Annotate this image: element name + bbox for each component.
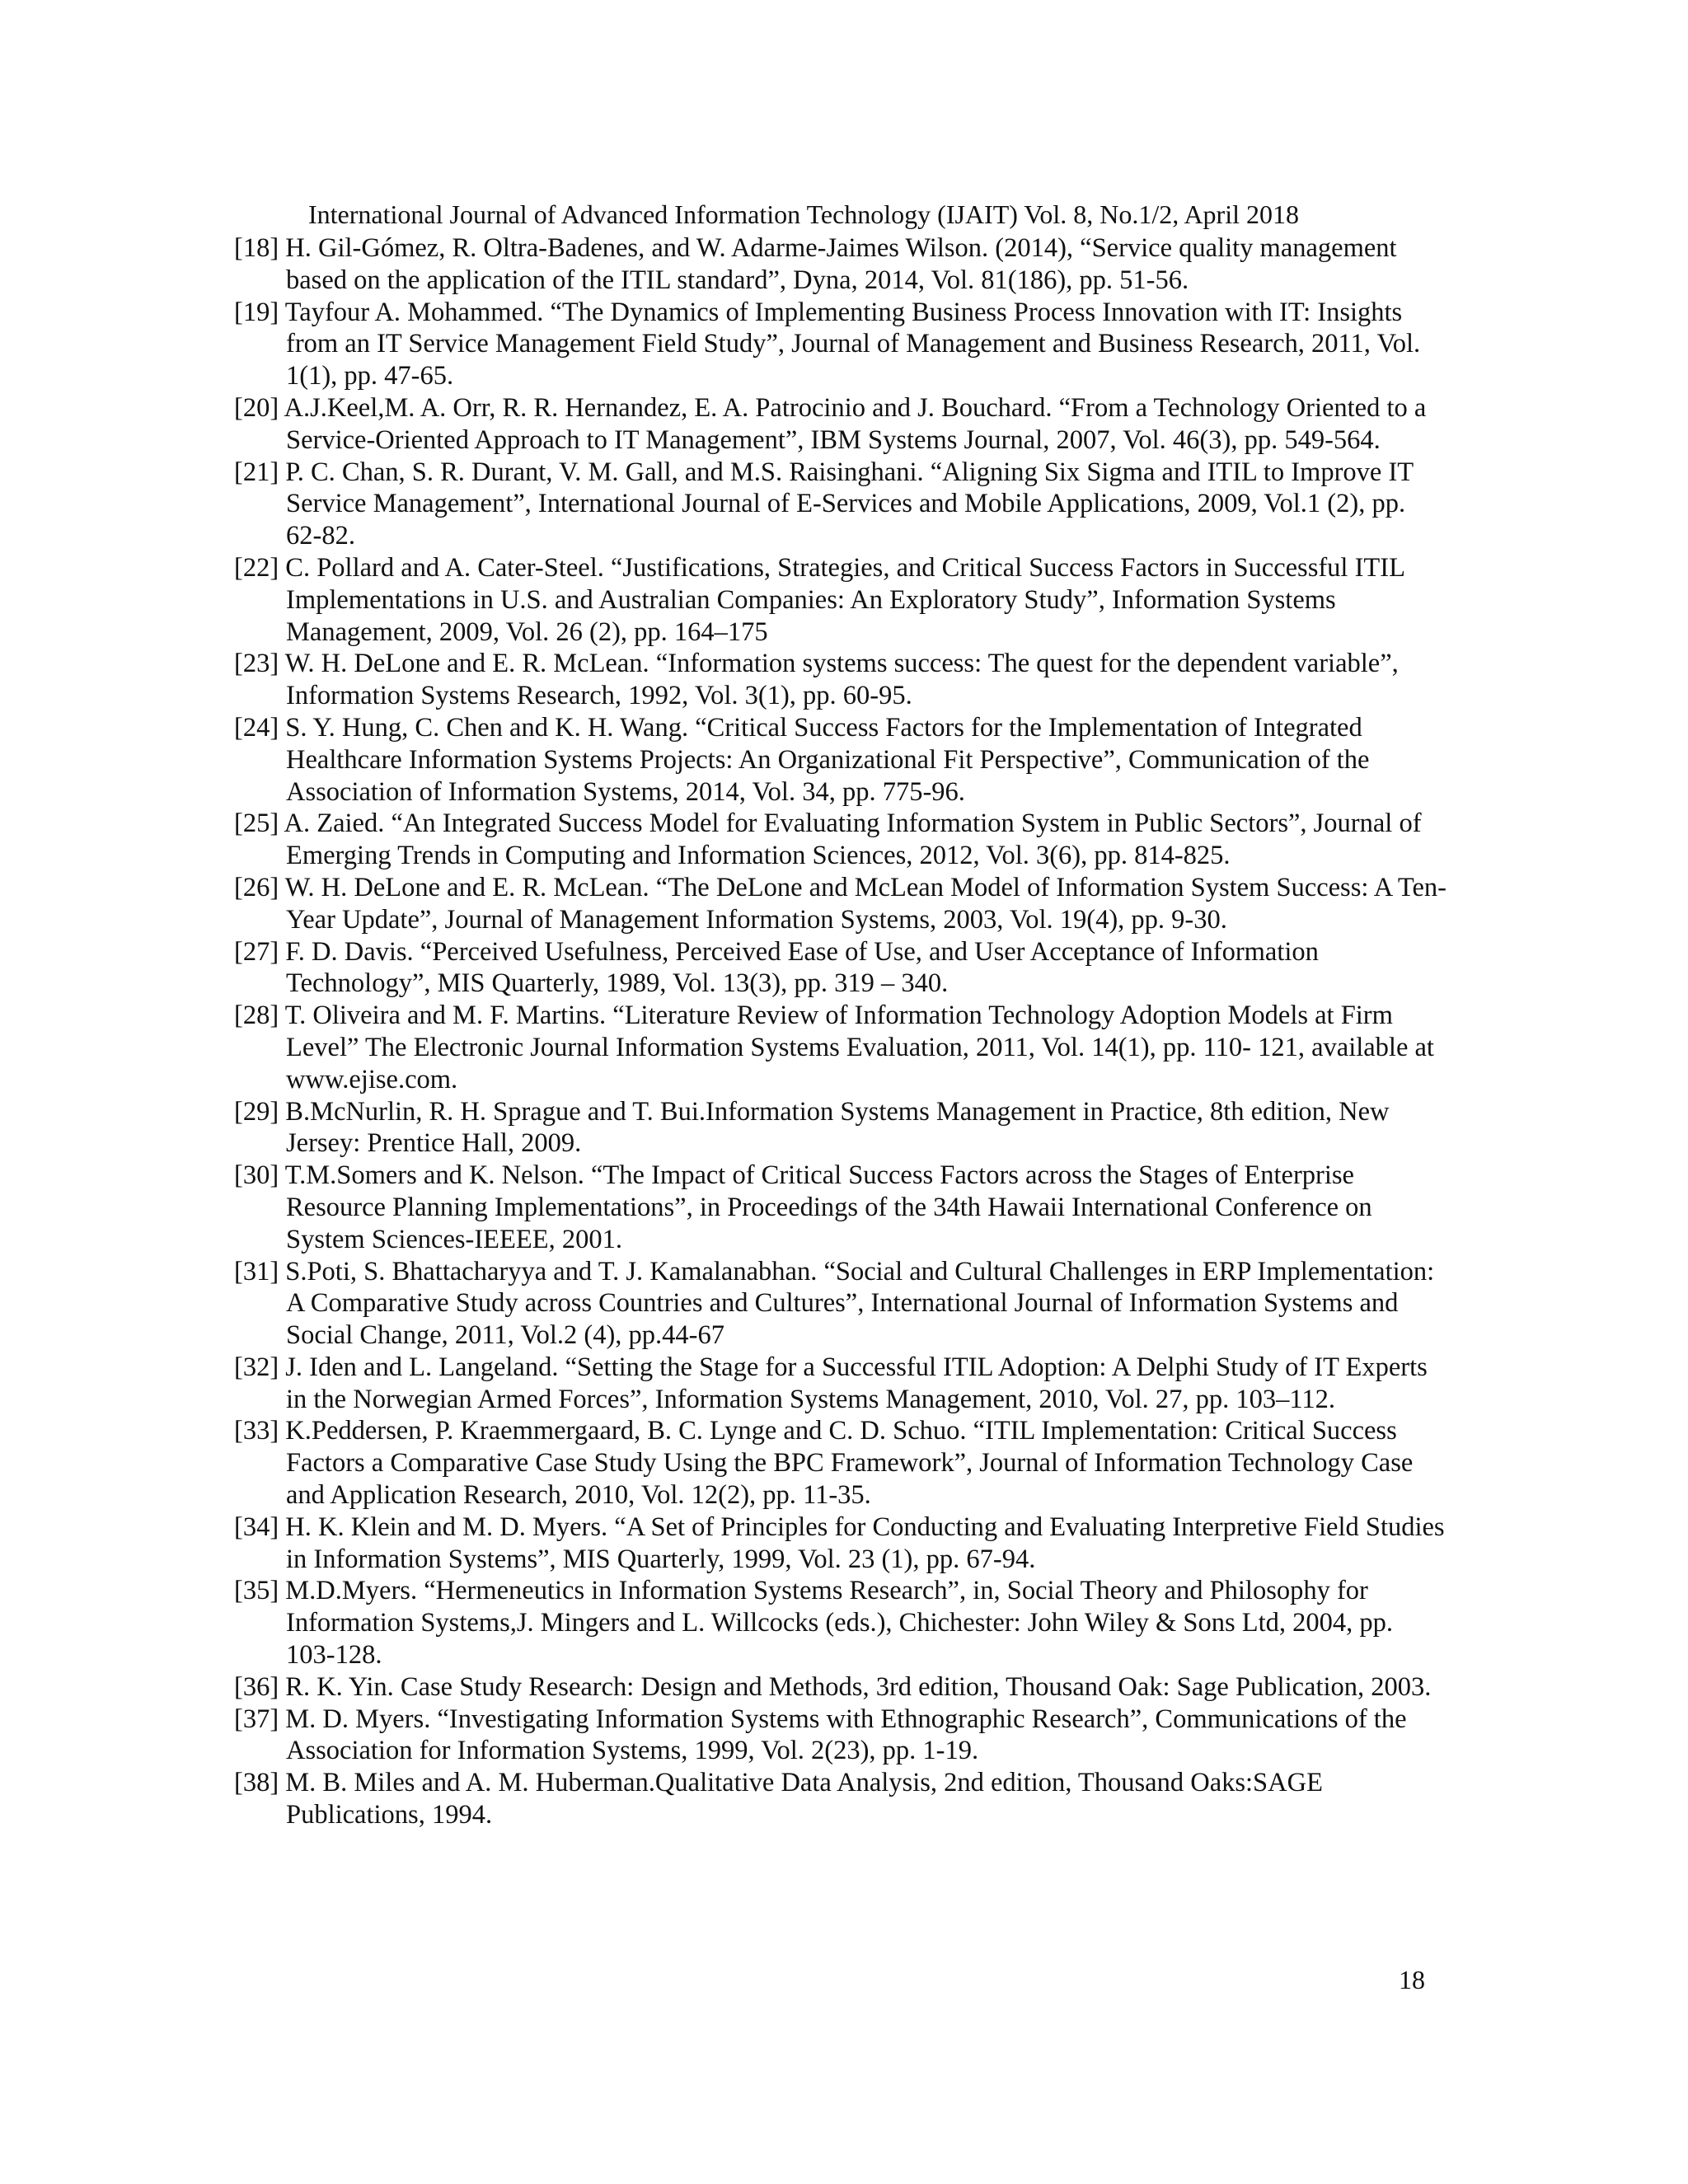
reference-item-24: [234, 712, 1447, 808]
reference-item-25: [234, 808, 1447, 872]
reference-text: T. Oliveira and M. F. Martins. “Literature Review of Information Technology Adoption Models at Firm Level” The Electronic Journal Information Systems Evaluation, 2011, Vol. 14(1), pp. 110- 121, available at www.ejise.com.: [284, 1001, 1434, 1094]
reference-text: M. D. Myers. “Investigating Information Systems with Ethnographic Research”, Communications of the Association for Information Systems, 1999, Vol. 2(23), pp. 1-19.: [285, 1704, 1407, 1766]
reference-number: [32]: [234, 1352, 279, 1382]
reference-item-35: [234, 1575, 1447, 1671]
reference-text: A.J.Keel,M. A. Orr, R. R. Hernandez, E. A. Patrocinio and J. Bouchard. “From a Technology Oriented to a Service-Oriented Approach to IT Management”, IBM Systems Journal, 2007, Vol. 46(3), pp. 549-564.: [284, 392, 1427, 455]
reference-number: [24]: [234, 712, 279, 743]
reference-number: [31]: [234, 1256, 279, 1286]
reference-item-26: [234, 872, 1447, 936]
reference-number: [20]: [234, 392, 279, 423]
reference-number: [26]: [234, 872, 279, 902]
reference-item-21: [234, 457, 1447, 552]
reference-text: S. Y. Hung, C. Chen and K. H. Wang. “Critical Success Factors for the Implementation of Integrated Healthcare Information Systems Projects: An Organizational Fit Perspective”, Communication of the Association of Information Systems, 2014, Vol. 34, pp. 775-96.: [285, 712, 1370, 807]
reference-text: Tayfour A. Mohammed. “The Dynamics of Implementing Business Process Innovation with IT: Insights from an IT Service Management Field Study”, Journal of Management and Business Research, 2011, Vol. 1(1), pp. 47-65.: [284, 297, 1421, 391]
reference-text: A. Zaied. “An Integrated Success Model for Evaluating Information System in Public Sectors”, Journal of Emerging Trends in Computing and Information Sciences, 2012, Vol. 3(6), pp. 814-825.: [284, 808, 1422, 871]
reference-text: J. Iden and L. Langeland. “Setting the Stage for a Successful ITIL Adoption: A Delphi Study of IT Experts in the Norwegian Armed Forces”, Information Systems Management, 2010, Vol. 27, pp. 103–112.: [285, 1352, 1428, 1414]
reference-item-19: [234, 297, 1447, 392]
reference-item-23: [234, 648, 1447, 712]
reference-text: M.D.Myers. “Hermeneutics in Information Systems Research”, in, Social Theory and Philosophy for Information Systems,J. Mingers and L. Willcocks (eds.), Chichester: John Wiley & Sons Ltd, 2004, pp. 103-128.: [285, 1576, 1393, 1671]
reference-number: [25]: [234, 808, 279, 839]
reference-item-36: [234, 1671, 1447, 1704]
page-number: 18: [1399, 1965, 1425, 1994]
reference-number: [33]: [234, 1416, 279, 1446]
reference-item-37: [234, 1704, 1447, 1768]
reference-item-34: [234, 1511, 1447, 1576]
reference-item-22: [234, 552, 1447, 648]
reference-item-32: [234, 1352, 1447, 1416]
reference-text: W. H. DeLone and E. R. McLean. “Information systems success: The quest for the dependent variable”, Information Systems Research, 1992, Vol. 3(1), pp. 60-95.: [284, 649, 1399, 711]
reference-item-31: [234, 1256, 1447, 1352]
reference-text: H. K. Klein and M. D. Myers. “A Set of Principles for Conducting and Evaluating Interpretive Field Studies in Information Systems”, MIS Quarterly, 1999, Vol. 23 (1), pp. 67-94.: [285, 1511, 1445, 1574]
reference-number: [18]: [234, 233, 279, 263]
reference-item-18: [234, 232, 1447, 297]
reference-item-20: [234, 392, 1447, 457]
journal-header: International Journal of Advanced Information Technology (IJAIT) Vol. 8, No.1/2, April 2018: [308, 199, 1299, 229]
reference-list: [234, 232, 1447, 1831]
reference-number: [19]: [234, 297, 279, 327]
reference-number: [38]: [234, 1768, 279, 1798]
reference-item-29: [234, 1096, 1447, 1160]
reference-number: [21]: [234, 457, 279, 487]
reference-item-28: [234, 1000, 1447, 1095]
reference-number: [22]: [234, 552, 279, 583]
reference-number: [28]: [234, 1001, 279, 1031]
reference-text: R. K. Yin. Case Study Research: Design and Methods, 3rd edition, Thousand Oak: Sage Publication, 2003.: [285, 1671, 1432, 1702]
reference-text: F. D. Davis. “Perceived Usefulness, Perceived Ease of Use, and User Acceptance of Information Technology”, MIS Quarterly, 1989, Vol. 13(3), pp. 319 – 340.: [285, 936, 1319, 999]
reference-number: [23]: [234, 649, 279, 679]
reference-number: [37]: [234, 1704, 279, 1734]
reference-number: [29]: [234, 1096, 279, 1127]
reference-item-27: [234, 936, 1447, 1001]
reference-item-30: [234, 1160, 1447, 1255]
reference-number: [35]: [234, 1576, 279, 1606]
reference-number: [30]: [234, 1160, 279, 1191]
reference-item-38: [234, 1767, 1447, 1831]
reference-text: K.Peddersen, P. Kraemmergaard, B. C. Lynge and C. D. Schuo. “ITIL Implementation: Critical Success Factors a Comparative Case Study Using the BPC Framework”, Journal of Information Technology Case and Application Research, 2010, Vol. 12(2), pp. 11-35.: [285, 1416, 1414, 1511]
reference-text: P. C. Chan, S. R. Durant, V. M. Gall, and M.S. Raisinghani. “Aligning Six Sigma and ITIL to Improve IT Service Management”, International Journal of E-Services and Mobile Applications, 2009, Vol.1 (2), pp. 62-82.: [285, 457, 1414, 551]
reference-text: H. Gil-Gómez, R. Oltra-Badenes, and W. Adarme-Jaimes Wilson. (2014), “Service quality management based on the application of the ITIL standard”, Dyna, 2014, Vol. 81(186), pp. 51-56.: [285, 233, 1397, 295]
reference-number: [36]: [234, 1671, 279, 1702]
reference-item-33: [234, 1415, 1447, 1511]
reference-number: [27]: [234, 936, 279, 967]
reference-text: S.Poti, S. Bhattacharyya and T. J. Kamalanabhan. “Social and Cultural Challenges in ERP Implementation: A Comparative Study across Countries and Cultures”, International Journal of Information Systems and Social Change, 2011, Vol.2 (4), pp.44-67: [285, 1256, 1435, 1351]
reference-text: T.M.Somers and K. Nelson. “The Impact of Critical Success Factors across the Stages of Enterprise Resource Planning Implementations”, in Proceedings of the 34th Hawaii International Conference on System Sciences-IEEEE, 2001.: [284, 1160, 1372, 1254]
reference-text: B.McNurlin, R. H. Sprague and T. Bui.Information Systems Management in Practice, 8th edition, New Jersey: Prentice Hall, 2009.: [285, 1096, 1390, 1159]
reference-text: C. Pollard and A. Cater-Steel. “Justifications, Strategies, and Critical Success Factors in Successful ITIL Implementations in U.S. and Australian Companies: An Exploratory Study”, Information Systems Management, 2009, Vol. 26 (2), pp. 164–175: [285, 552, 1404, 647]
reference-text: W. H. DeLone and E. R. McLean. “The DeLone and McLean Model of Information System Success: A Ten-Year Update”, Journal of Management Information Systems, 2003, Vol. 19(4), pp. 9-30.: [284, 872, 1447, 935]
reference-number: [34]: [234, 1511, 279, 1542]
reference-text: M. B. Miles and A. M. Huberman.Qualitative Data Analysis, 2nd edition, Thousand Oaks:SAGE Publications, 1994.: [285, 1768, 1323, 1830]
